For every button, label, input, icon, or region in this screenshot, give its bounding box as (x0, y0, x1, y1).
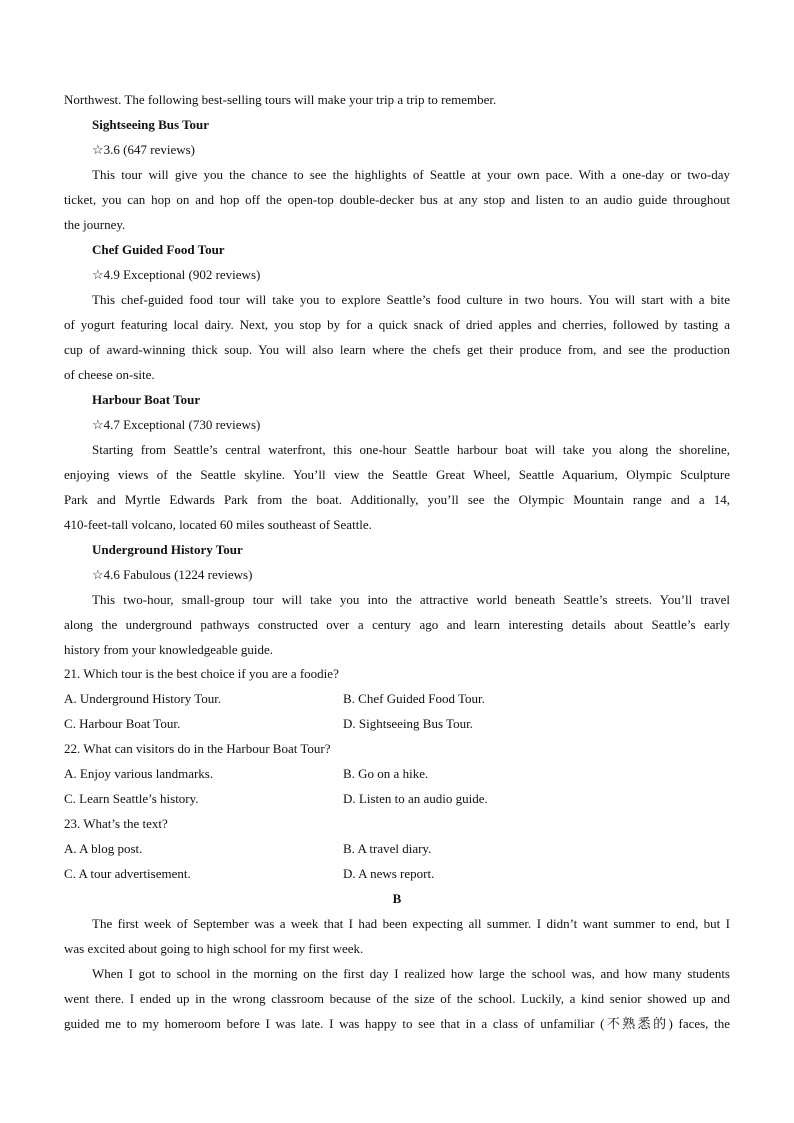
tour-text-line: cup of award-winning thick soup. You will also learn where the chefs get their produce from, and see the production (64, 342, 730, 357)
tour-rating-food: ☆4.9 Exceptional (902 reviews) (92, 267, 261, 282)
option-a: A. Enjoy various landmarks. (64, 766, 214, 781)
option-b: B. A travel diary. (343, 841, 432, 856)
passage-line: The first week of September was a week that I had been expecting all summer. I didn’t want summer to end, but I (92, 916, 730, 931)
tour-text-line: Park and Myrtle Edwards Park from the boat. Additionally, you’ll see the Olympic Mountain range and a 14, (64, 492, 730, 507)
section-heading-b: B (392, 891, 402, 906)
tour-text-line: history from your knowledgeable guide. (64, 642, 274, 657)
option-d: D. Listen to an audio guide. (343, 791, 488, 806)
intro-line: Northwest. The following best-selling tours will make your trip a trip to remember. (64, 92, 497, 107)
tour-text-line: Starting from Seattle’s central waterfront, this one-hour Seattle harbour boat will take you along the shoreline, (92, 442, 730, 457)
passage-line: When I got to school in the morning on the first day I realized how large the school was, and how many students (92, 966, 730, 981)
option-c: C. Harbour Boat Tour. (64, 716, 181, 731)
tour-text-line: 410-feet-tall volcano, located 60 miles southeast of Seattle. (64, 517, 372, 532)
tour-text-line: ticket, you can hop on and hop off the open-top double-decker bus at any stop and listen to an audio guide throughout (64, 192, 730, 207)
passage-line: guided me to my homeroom before I was late. I was happy to see that in a class of unfamiliar (不熟悉的) faces, the (64, 1016, 730, 1031)
option-d: D. Sightseeing Bus Tour. (343, 716, 473, 731)
tour-rating-underground: ☆4.6 Fabulous (1224 reviews) (92, 567, 253, 582)
tour-title-sightseeing: Sightseeing Bus Tour (92, 117, 210, 132)
tour-text-line: the journey. (64, 217, 126, 232)
question-stem-22: 22. What can visitors do in the Harbour Boat Tour? (64, 741, 331, 756)
option-a: A. Underground History Tour. (64, 691, 222, 706)
passage-line: went there. I ended up in the wrong classroom because of the size of the school. Luckily, a kind senior showed up and (64, 991, 730, 1006)
option-b: B. Go on a hike. (343, 766, 429, 781)
tour-text-line: of yogurt featuring local dairy. Next, you stop by for a quick snack of dried apples and cherries, followed by tasting a (64, 317, 730, 332)
tour-rating-harbour: ☆4.7 Exceptional (730 reviews) (92, 417, 261, 432)
option-a: A. A blog post. (64, 841, 143, 856)
tour-title-underground: Underground History Tour (92, 542, 243, 557)
tour-text-line: of cheese on-site. (64, 367, 155, 382)
tour-title-food: Chef Guided Food Tour (92, 242, 225, 257)
option-c: C. A tour advertisement. (64, 866, 191, 881)
tour-title-harbour: Harbour Boat Tour (92, 392, 201, 407)
question-stem-23: 23. What’s the text? (64, 816, 168, 831)
tour-text-line: This chef-guided food tour will take you to explore Seattle’s food culture in two hours. You will start with a bite (92, 292, 730, 307)
tour-text-line: along the underground pathways constructed over a century ago and learn interesting details about Seattle’s early (64, 617, 730, 632)
option-d: D. A news report. (343, 866, 435, 881)
tour-text-line: enjoying views of the Seattle skyline. You’ll view the Seattle Great Wheel, Seattle Aquarium, Olympic Sculpture (64, 467, 730, 482)
option-b: B. Chef Guided Food Tour. (343, 691, 485, 706)
question-stem-21: 21. Which tour is the best choice if you are a foodie? (64, 666, 339, 681)
tour-rating-sightseeing: ☆3.6 (647 reviews) (92, 142, 195, 157)
tour-text-line: This tour will give you the chance to see the highlights of Seattle at your own pace. With a one-day or two-day (92, 167, 730, 182)
tour-text-line: This two-hour, small-group tour will take you into the attractive world beneath Seattle’s streets. You’ll travel (92, 592, 730, 607)
passage-line: was excited about going to high school for my first week. (64, 941, 364, 956)
option-c: C. Learn Seattle’s history. (64, 791, 199, 806)
